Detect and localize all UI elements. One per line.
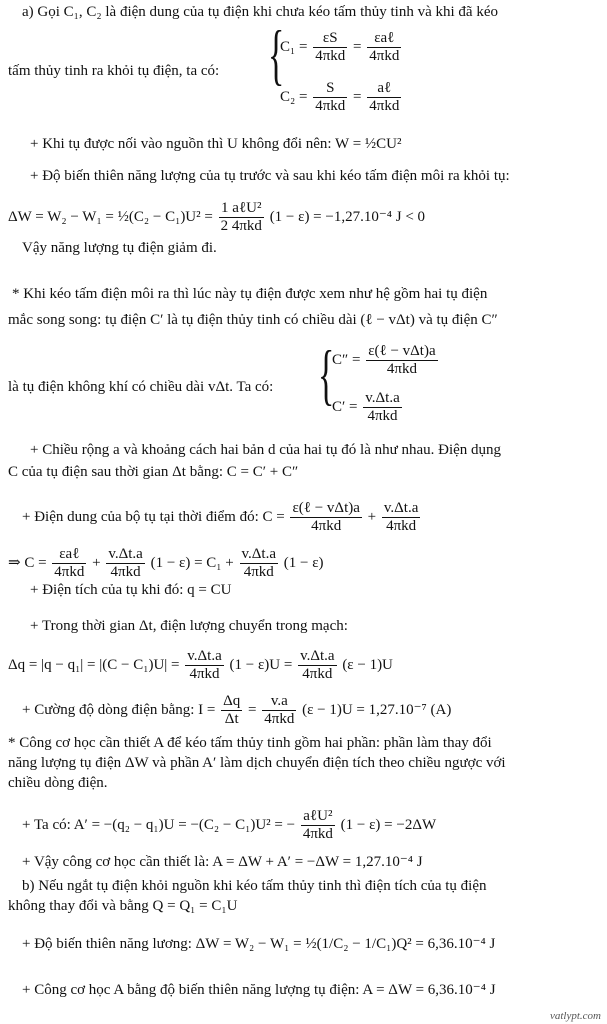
energy-const-u: + Khi tụ được nối vào nguồn thì U không đổi nên: W = ½CU² [30,136,402,152]
eq-c1: C₁ = $\frac{\varepsilon S}{\text{4πkd}}$ = $\frac{\text{εaℓ}}{\text{4πkd}}$ [280,30,400,64]
star-para-line3: là tụ điện không khí có chiều dài vΔt. Ta có: [8,379,274,395]
work-para-line1: * Công cơ học cần thiết A để kéo tấm thủy tinh gồm hai phần: phần làm thay đổi [8,735,492,751]
energy-change-text: + Độ biến thiên năng lượng của tụ trước và sau khi kéo tấm điện môi ra khỏi tụ: [30,168,510,184]
watermark: vatlypt.com [549,1010,601,1022]
eq-c-double-prime: C″ = $\frac{\text{ε(ℓ − vΔt)a}}{\text{4πkd}}$ [332,343,436,377]
star-para-line2: mắc song song: tụ điện C′ là tụ điện thủy tinh có chiều dài (ℓ − vΔt) và tụ điện C″ [8,312,498,328]
para-b-line1: b) Nếu ngắt tụ điện khỏi nguồn khi kéo tấm thủy tinh thì điện tích của tụ điện [22,878,487,894]
charge-text: + Điện tích của tụ khi đó: q = CU [30,582,232,598]
brace: { [318,336,335,412]
para-b-line2: không thay đổi và bằng Q = Q₁ = C₁U [8,898,238,914]
para-a-line2: tấm thủy tinh ra khỏi tụ điện, ta có: [8,63,220,79]
work-b-result: + Công cơ học A bằng độ biến thiên năng lượng tụ điện: A = ΔW = 6,36.10⁻⁴ J [22,982,496,998]
charge-transfer-text: + Trong thời gian Δt, điện lượng chuyển trong mạch: [30,618,348,634]
energy-change-b: + Độ biến thiên năng lương: ΔW = W₂ − W₁ = ½(1/C₂ − 1/C₁)Q² = 6,36.10⁻⁴ J [22,936,496,952]
a-prime-formula: + Ta có: A′ = −(q₂ − q₁)U = −(C₂ − C₁)U² = − $\frac{\text{aℓU²}}{\text{4πkd}}$ (1 − ε) = −2ΔW [22,808,437,842]
delta-q-formula: Δq = |q − q₁| = |(C − C₁)U| = $\frac{v.\Delta t.a}{\text{4πkd}}$ (1 − ε)U = $\frac{v.\Delta t.a}{\text{4πkd}}$ (ε − 1)U [8,648,393,682]
current-formula: + Cường độ dòng điện bằng: I = $\frac{\Delta q}{\Delta t}$ = $\frac{v.a}{\text{4πkd}}$ (ε − 1)U = 1,27.10⁻⁷ (A) [22,693,452,727]
capacitance-result: ⇒ C = $\frac{\text{εaℓ}}{\text{4πkd}}$ + $\frac{v.\Delta t.a}{\text{4πkd}}$ (1 − ε) = C₁ + $\frac{v.\Delta t.a}{\text{4πkd}}$ (1 − ε) [8,546,324,580]
capacitance-sum: C của tụ điện sau thời gian Δt bằng: C = C′ + C″ [8,464,299,480]
work-result: + Vậy công cơ học cần thiết là: A = ΔW + A′ = −ΔW = 1,27.10⁻⁴ J [22,854,423,870]
star-para-line1: * Khi kéo tấm điện môi ra thì lúc này tụ điện được xem như hệ gồm hai tụ điện [12,286,488,302]
delta-w-formula: ΔW = W₂ − W₁ = ½(C₂ − C₁)U² = $\frac{\text{1 aℓU²}}{\text{2 4πkd}}$ (1 − ε) = −1,27.10⁻⁴ J < 0 [8,200,426,234]
brace: { [268,16,285,92]
eq-c2: C₂ = $\frac{S}{\text{4πkd}}$ = $\frac{\text{aℓ}}{\text{4πkd}}$ [280,80,400,114]
work-para-line2: năng lượng tụ điện ΔW và phần A′ làm dịch chuyển điện tích theo chiều ngược với [8,755,506,771]
work-para-line3: chiều dòng điện. [8,775,108,791]
eq-c-prime: C′ = $\frac{v.\Delta t.a}{\text{4πkd}}$ [332,390,400,424]
width-text: + Chiều rộng a và khoảng cách hai bản d của hai tụ đó là như nhau. Điện dụng [30,442,502,458]
para-a-line1: a) Gọi C₁, C₂ là điện dung của tụ điện khi chưa kéo tấm thủy tinh và khi đã kéo [22,4,498,20]
capacitance-at-time: + Điện dung của bộ tụ tại thời điểm đó: C = $\frac{\text{ε(ℓ − vΔt)a}}{\text{4πkd}}$ + $\frac{v.\Delta t.a}{\text{4πkd}}$ [22,500,419,534]
energy-decrease: Vậy năng lượng tụ điện giảm đi. [22,240,217,256]
